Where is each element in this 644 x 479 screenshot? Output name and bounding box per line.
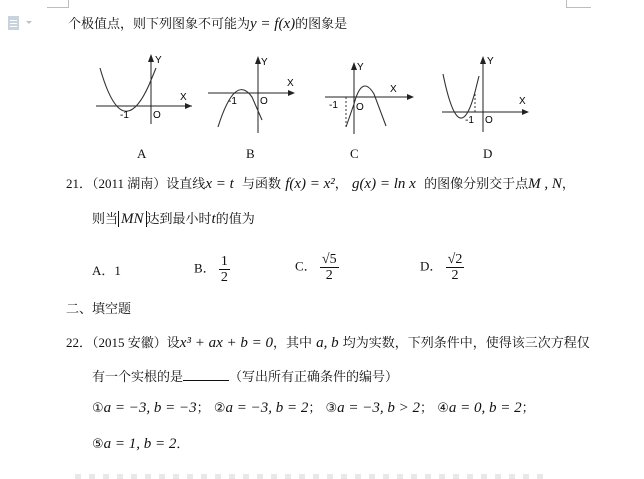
- q21-math-3: g(x) = ln x: [351, 176, 416, 192]
- q21-line2-prefix: 则当: [92, 212, 119, 227]
- q22-stem: [66, 335, 590, 352]
- q21-number: 21．: [66, 176, 93, 191]
- q21-source: （2011 湖南）: [92, 176, 167, 191]
- dropdown-arrow-icon[interactable]: [26, 21, 32, 24]
- q21-text-5: ，: [561, 177, 575, 192]
- denominator: 2: [220, 270, 228, 285]
- condition-mark: ④: [437, 401, 449, 416]
- svg-text:O: O: [485, 115, 493, 126]
- graph-c: [322, 60, 417, 135]
- q21-math-1: x = t: [205, 176, 234, 192]
- q20-text: 个极值点，则下列图象不可能为: [68, 17, 251, 32]
- condition-expr: a = −3, b = 2: [225, 400, 309, 416]
- fraction: [446, 252, 465, 283]
- document-icon[interactable]: [8, 16, 19, 30]
- q21-text-4: 的图像分别交于点: [424, 177, 529, 192]
- svg-text:X: X: [390, 84, 397, 95]
- q21-option-a[interactable]: [92, 263, 121, 279]
- svg-text:Y: Y: [261, 57, 268, 68]
- q22-math-1: x³ + ax + b = 0: [179, 335, 273, 351]
- option-key: C．: [295, 258, 317, 274]
- svg-text:Y: Y: [487, 56, 494, 67]
- q22-number: 22．: [66, 335, 93, 350]
- fraction: [219, 254, 230, 285]
- q21-stem: [66, 176, 575, 193]
- condition-mark: ①: [92, 401, 104, 416]
- graph-b-label: B: [246, 146, 255, 161]
- answer-blank[interactable]: [183, 368, 229, 381]
- graph-a-label: A: [137, 146, 147, 161]
- q21-line2: [92, 211, 255, 228]
- q21-line2-mid: 达到最小时: [146, 212, 212, 227]
- svg-text:-1: -1: [465, 115, 474, 126]
- page-corner-mark-right: [566, 0, 591, 8]
- condition-expr: a = 1, b = 2: [103, 436, 177, 452]
- condition-sep: ；: [308, 401, 322, 416]
- svg-text:-1: -1: [329, 100, 338, 111]
- section-title: 二、填空题: [66, 302, 132, 317]
- q22-line2-suffix: （写出所有正确条件的编号）: [229, 370, 399, 385]
- q22-condition-5: [92, 436, 189, 453]
- option-key: B．: [194, 260, 216, 276]
- condition-sep: ；: [521, 401, 535, 416]
- condition-expr: a = −3, b = −3: [103, 400, 197, 416]
- graph-d: [437, 52, 532, 132]
- q22-source: （2015 安徽）: [92, 335, 167, 350]
- q21-text-2: 与函数: [242, 177, 282, 192]
- graph-d-label: D: [483, 146, 493, 161]
- q21-option-b[interactable]: [194, 254, 230, 285]
- cut-off-text-line: [75, 474, 545, 479]
- option-value: 1: [114, 263, 121, 278]
- svg-text:X: X: [287, 78, 294, 89]
- q21-abs-mn: MN: [118, 211, 147, 227]
- q21-text-1: 设直线: [166, 177, 206, 192]
- q21-text-3: ，: [334, 177, 348, 192]
- condition-mark: ③: [325, 401, 338, 416]
- q20-stem: [68, 16, 347, 33]
- graph-a: [92, 50, 192, 130]
- condition-sep: ；: [420, 401, 434, 416]
- q22-line2-prefix: 有一个实根的是: [92, 370, 184, 385]
- q20-math: y = f(x): [250, 16, 296, 32]
- q22-math-2: a, b: [316, 335, 339, 351]
- condition-expr: a = 0, b = 2: [448, 400, 522, 416]
- numerator: 1: [220, 254, 228, 269]
- svg-text:-1: -1: [120, 110, 129, 121]
- svg-text:Y: Y: [155, 55, 162, 66]
- graph-c-label: C: [350, 146, 359, 161]
- q20-text-suffix: 的图象是: [295, 17, 348, 32]
- svg-text:O: O: [153, 110, 161, 121]
- q22-conditions: [92, 400, 535, 417]
- condition-sep: ；: [196, 401, 210, 416]
- denominator: 2: [451, 268, 459, 283]
- page-corner-mark-left: [47, 0, 69, 8]
- option-key: D．: [420, 258, 443, 274]
- svg-text:O: O: [260, 96, 268, 107]
- svg-text:-1: -1: [228, 96, 237, 107]
- svg-text:X: X: [519, 96, 526, 107]
- q22-line2: [92, 368, 398, 386]
- svg-text:X: X: [180, 92, 187, 103]
- q22-text-1: 设: [166, 336, 180, 351]
- svg-text:O: O: [356, 102, 364, 113]
- fraction: [320, 252, 339, 283]
- q21-option-d[interactable]: [420, 252, 464, 283]
- condition-mark: ②: [213, 401, 226, 416]
- numerator: √5: [321, 252, 337, 267]
- q22-text-2: ，其中: [272, 336, 312, 351]
- graph-b: [205, 55, 305, 135]
- condition-sep: ．: [176, 437, 190, 452]
- q21-math-4: M , N: [528, 176, 562, 192]
- q21-line2-suffix: 的值为: [215, 212, 255, 227]
- denominator: 2: [325, 268, 333, 283]
- q22-text-3: 均为实数，下列条件中，使得该三次方程仅: [342, 336, 590, 351]
- q21-option-c[interactable]: [295, 252, 339, 283]
- q21-var-t: t: [211, 211, 216, 227]
- svg-text:Y: Y: [357, 62, 364, 73]
- condition-mark: ⑤: [92, 437, 104, 452]
- numerator: √2: [447, 252, 463, 267]
- condition-expr: a = −3, b > 2: [337, 400, 421, 416]
- option-key: A．: [92, 263, 115, 278]
- q21-math-2: f(x) = x²: [285, 176, 335, 192]
